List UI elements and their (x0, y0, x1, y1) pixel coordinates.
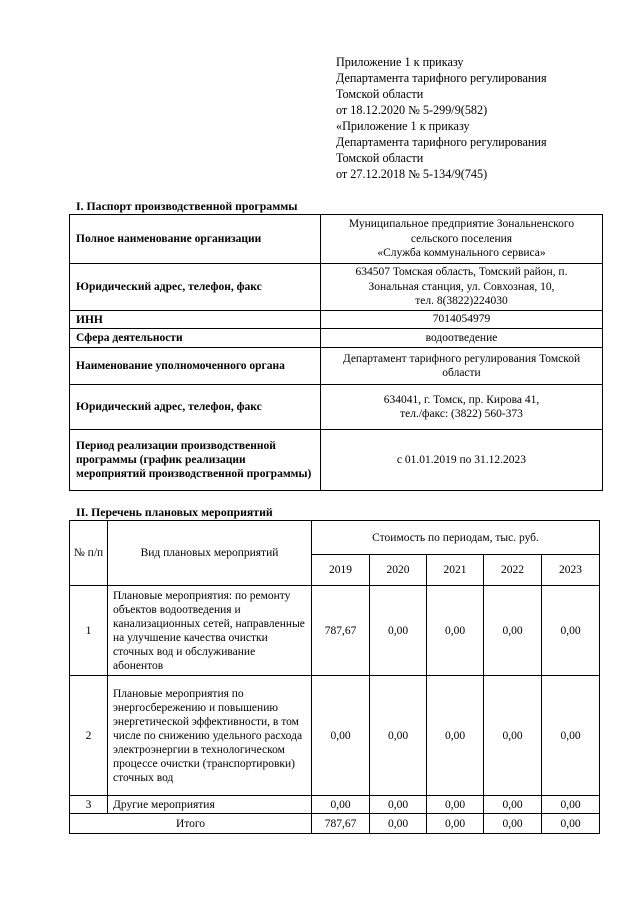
row-value: 0,00 (370, 586, 427, 676)
passport-value (321, 348, 603, 385)
passport-label: Сфера деятельности (70, 329, 321, 348)
passport-row (70, 329, 603, 348)
passport-label: Юридический адрес, телефон, факс (70, 385, 321, 430)
header-line: от 27.12.2018 № 5-134/9(745) (336, 167, 488, 181)
passport-label: Наименование уполномоченного органа (70, 348, 321, 385)
section1-title: I. Паспорт производственной программы (76, 199, 298, 213)
value-line: 634507 Томская область, Томский район, п. (355, 266, 568, 279)
value-line: 634041, г. Томск, пр. Кирова 41, (383, 393, 540, 406)
year-header: 2019 (312, 555, 370, 586)
value-line: «Служба коммунального сервиса» (377, 247, 546, 260)
col-type-header: Вид плановых мероприятий (108, 521, 312, 586)
row-value: 0,00 (312, 796, 370, 814)
passport-row (70, 430, 603, 491)
header-line: Томской области (336, 151, 424, 165)
row-value: 0,00 (484, 676, 542, 796)
row-value: 0,00 (370, 676, 427, 796)
total-value: 0,00 (484, 814, 542, 834)
row-value: 787,67 (312, 586, 370, 676)
passport-row (70, 215, 603, 264)
total-value: 787,67 (312, 814, 370, 834)
year-header: 2022 (484, 555, 542, 586)
value-line: с 01.01.2019 по 31.12.2023 (396, 453, 527, 466)
col-cost-header: Стоимость по периодам, тыс. руб. (312, 521, 600, 555)
passport-value (321, 430, 603, 491)
passport-value (321, 329, 603, 348)
row-value: 0,00 (427, 586, 484, 676)
row-number: 1 (70, 586, 108, 676)
header-line: Приложение 1 к приказу (336, 55, 464, 69)
passport-row (70, 311, 603, 329)
row-value: 0,00 (542, 796, 600, 814)
table-row (70, 796, 600, 814)
row-value: 0,00 (370, 796, 427, 814)
total-value: 0,00 (542, 814, 600, 834)
row-number: 2 (70, 676, 108, 796)
passport-row (70, 264, 603, 311)
passport-label: Период реализации производственной программы (график реализации мероприятий производственной программы) (70, 430, 321, 491)
year-header: 2020 (370, 555, 427, 586)
row-value: 0,00 (312, 676, 370, 796)
row-description: Другие мероприятия (108, 796, 312, 814)
total-value: 0,00 (370, 814, 427, 834)
row-description: Плановые мероприятия: по ремонту объектов водоотведения и канализационных сетей, направленные на улучшение качества очистки сточных вод и обслуживание абонентов (108, 586, 312, 676)
table-row (70, 586, 600, 676)
row-value: 0,00 (484, 796, 542, 814)
value-line: Департамент тарифного регулирования Томской (342, 352, 581, 365)
passport-value (321, 264, 603, 311)
passport-table (69, 214, 603, 491)
order-header (336, 54, 626, 182)
col-number-header: № п/п (70, 521, 108, 586)
passport-value (321, 385, 603, 430)
total-row (70, 814, 600, 834)
value-line: сельского поселения (410, 232, 513, 245)
header-line: Томской области (336, 87, 424, 101)
value-line: водоотведение (425, 331, 498, 344)
row-value: 0,00 (542, 676, 600, 796)
passport-label: Юридический адрес, телефон, факс (70, 264, 321, 311)
value-line: области (442, 367, 481, 379)
value-line: тел. 8(3822)224030 (415, 295, 508, 308)
value-line: Муниципальное предприятие Зональненского (348, 218, 575, 231)
plan-header-row (70, 521, 600, 555)
row-value: 0,00 (427, 676, 484, 796)
row-value: 0,00 (427, 796, 484, 814)
header-line: Департамента тарифного регулирования (336, 135, 547, 149)
passport-value (321, 311, 603, 329)
total-value: 0,00 (427, 814, 484, 834)
section2-title: II. Перечень плановых мероприятий (76, 505, 273, 519)
value-line: тел./факс: (3822) 560-373 (400, 408, 523, 420)
passport-row (70, 385, 603, 430)
table-row (70, 676, 600, 796)
value-line: 7014054979 (432, 313, 491, 326)
row-description: Плановые мероприятия по энергосбережению и повышению энергетической эффективности, в том числе по снижению удельного расхода электроэнергии в технологическом процессе очистки (транспортировки) сточных вод (108, 676, 312, 796)
header-line: «Приложение 1 к приказу (336, 119, 470, 133)
row-number: 3 (70, 796, 108, 814)
header-line: Департамента тарифного регулирования (336, 71, 547, 85)
passport-label: ИНН (70, 311, 321, 329)
year-header: 2021 (427, 555, 484, 586)
passport-value (321, 215, 603, 264)
passport-row (70, 348, 603, 385)
total-label: Итого (70, 814, 312, 834)
value-line: Зональная станция, ул. Совхозная, 10, (368, 280, 555, 293)
year-header: 2023 (542, 555, 600, 586)
row-value: 0,00 (542, 586, 600, 676)
row-value: 0,00 (484, 586, 542, 676)
passport-label: Полное наименование организации (70, 215, 321, 264)
header-line: от 18.12.2020 № 5-299/9(582) (336, 103, 488, 117)
plan-table (69, 520, 600, 834)
